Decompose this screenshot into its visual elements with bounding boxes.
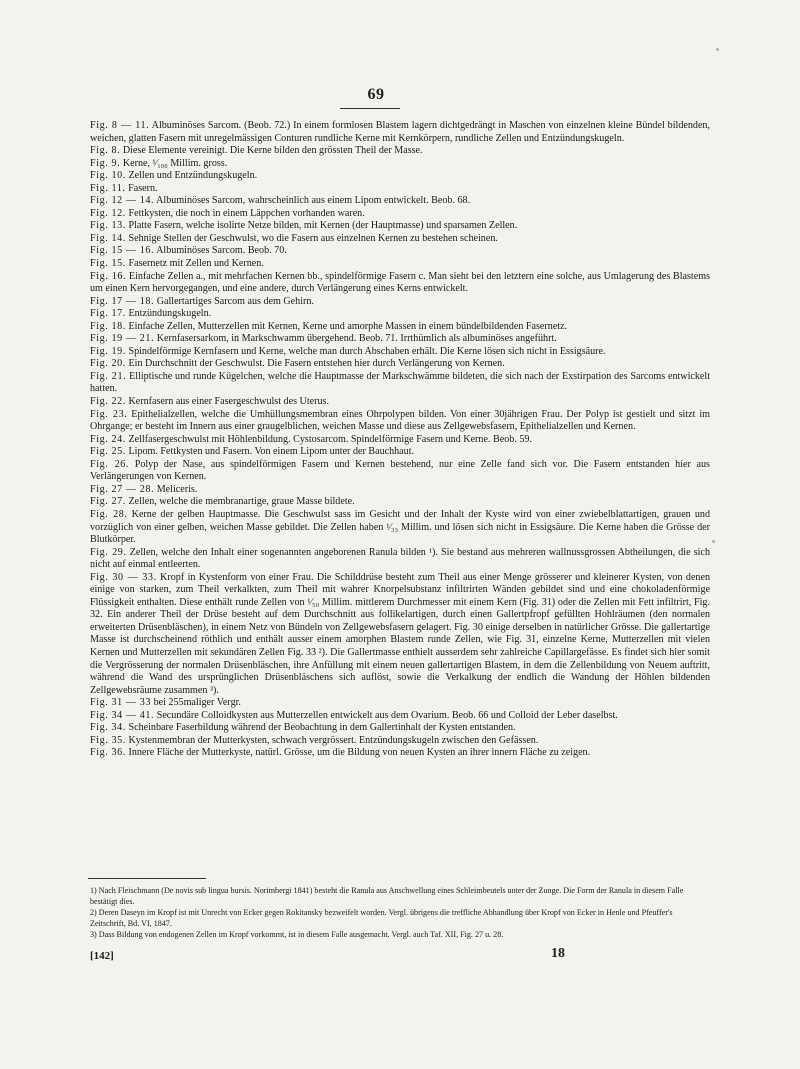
- paper-speck: [716, 48, 719, 51]
- figure-entry: [90, 722, 710, 735]
- figure-text: Sehnige Stellen der Geschwulst, wo die Fasern aus einzelnen Kernen zu bestehen scheinen.: [128, 232, 498, 244]
- figure-entry: [90, 208, 710, 221]
- footnote-text: Dass Bildung von endogenen Zellen im Kropf vorkommt, ist in diesem Falle ausgemacht. Vergl. auch Taf. XII, Fig. 27 u. 28.: [98, 929, 504, 939]
- figure-text: Secundäre Colloidkysten aus Mutterzellen entwickelt aus dem Ovarium. Beob. 66 und Colloid der Leber daselbst.: [156, 709, 618, 721]
- figure-text: Kropf in Kystenform von einer Frau. Die Schilddrüse besteht zum Theil aus einer Menge grösserer und kleinerer Kysten, von denen einige von starken, zum Theil verkalkten, zum Theil mit wahrer Knorpelsubstanz infiltrirten Wänden gebildet sind und eine chokoladenförmige Flüssigkeit enthalten. Diese enthält runde Zellen von ¹⁄₅₀ Millim. mittlerem Durchmesser mit einem Kern (Fig. 31) oder die Zellen mit Fett infiltrirt, Fig. 32. Ein anderer Theil der Drüse besteht auf dem Durchschnitt aus follikelartigen, durch einen Gallertpfropf gefüllten Hohlräumen (den normalen erweiterten Drüsenbläschen), in einem Netz von Bündeln von Zellgewebsfasern gelagert. Fig. 30 einige derselben in natürlicher Grösse. Die gallertartige Masse ist durchscheinend röthlich und enthält ausser einem amorphen Blastem runde Zellen, wie Fig. 31, einzelne Kerne, Mutterzellen mit vielen Kernen und Mutterzellen mit sekundären Zellen Fig. 33 ²). Die Gallertmasse enthielt ausserdem sehr zahlreiche Capillargefässe. Es findet sich hier somit die Vergrösserung der normalen Drüsenbläschen, ihre Anfüllung mit einem neuen gallertartigen Blastem, in dem die Zellenbildung von Neuem auftritt, während die Wand des ursprünglichen Drüsenbläschens sich auflöst, sowie die Verkalkung der endlich die Wandung der Höhlen bildenden Zellgewebsräume zusammen ³).: [90, 571, 710, 696]
- figure-label: Fig. 24.: [90, 433, 126, 445]
- figure-text: Albuminöses Sarcom, wahrscheinlich aus einem Lipom entwickelt. Beob. 68.: [156, 195, 471, 207]
- footnote-text: Nach Fleischmann (De novis sub lingua bursis. Norimbergi 1841) besteht die Ranula aus Anschwellung eines Schleimbeutels unter der Zunge. Die Form der Ranula in diesem Falle bestätigt dies.: [90, 886, 684, 906]
- figure-text: Polyp der Nase, aus spindelförmigen Fasern und Kernen bestehend, nur eine Zelle fand sich vor. Die Fasern entstanden hier aus Verlängerungen von Kernen.: [90, 458, 710, 483]
- figure-entry: [90, 183, 710, 196]
- figure-entry: [90, 358, 710, 371]
- figure-label: Fig. 13.: [90, 220, 126, 232]
- figure-label: Fig. 15.: [90, 258, 126, 270]
- figure-label: Fig. 25.: [90, 446, 126, 458]
- figure-text: Ein Durchschnitt der Geschwulst. Die Fasern entstehen hier durch Verlängerung von Kernen.: [128, 358, 505, 370]
- footnote-mark: 2): [90, 907, 97, 917]
- figure-text: Lipom. Fettkysten und Fasern. Von einem Lipom unter der Bauchhaut.: [128, 446, 415, 458]
- figure-text: Einfache Zellen a., mit mehrfachen Kernen bb., spindelförmige Fasern c. Man sieht bei den letztern eine solche, aus Umlagerung des Blastems um einen Kern hervorgegangen, und eine andere, durch Verlängerung eines Kerns entwickelt.: [90, 270, 710, 295]
- figure-text: Albuminöses Sarcom. Beob. 70.: [156, 245, 287, 257]
- figure-text: Platte Fasern, welche isolirte Netze bilden, mit Kernen (der Hauptmasse) und sparsamen Zellen.: [128, 220, 518, 232]
- figure-text: Zellen, welche die membranartige, graue Masse bildete.: [128, 496, 355, 508]
- figure-label: Fig. 10.: [90, 170, 126, 182]
- figure-label: Fig. 15 — 16.: [90, 245, 155, 257]
- figure-entry: [90, 158, 710, 171]
- figure-label: Fig. 26.: [90, 458, 130, 470]
- figure-entry: [90, 710, 710, 723]
- figure-label: Fig. 35.: [90, 734, 126, 746]
- figure-entry: [90, 321, 710, 334]
- figure-text: Zellfasergeschwulst mit Höhlenbildung. Cystosarcom. Spindelförmige Fasern und Kerne. Beob. 59.: [128, 433, 532, 445]
- figure-entry: [90, 572, 710, 697]
- figure-text: Innere Fläche der Mutterkyste, natürl. Grösse, um die Bildung von neuen Kysten an ihrer innern Fläche zu zeigen.: [128, 747, 591, 759]
- figure-label: Fig. 28.: [90, 508, 128, 520]
- figure-label: Fig. 9.: [90, 157, 121, 169]
- figure-entry: [90, 396, 710, 409]
- figure-text: Elliptische und runde Kügelchen, welche die Hauptmasse der Markschwämme bildeten, die sich nach der Exstirpation des Sarcoms entwickelt hatten.: [90, 370, 711, 395]
- figure-text: Gallertartiges Sarcom aus dem Gehirn.: [156, 295, 314, 307]
- figure-entry: [90, 459, 710, 484]
- header-rule: [340, 108, 400, 109]
- figure-text: Einfache Zellen, Mutterzellen mit Kernen, Kerne und amorphe Massen in einem bündelbildenden Fasernetz.: [128, 320, 568, 332]
- figure-text: Zellen und Entzündungskugeln.: [128, 170, 258, 182]
- figure-label: Fig. 17.: [90, 308, 126, 320]
- figure-text: Kernfasern aus einer Fasergeschwulst des Uterus.: [128, 396, 329, 408]
- figure-entry: [90, 170, 710, 183]
- figure-entry: [90, 371, 710, 396]
- figure-label: Fig. 30 — 33.: [90, 571, 157, 583]
- figure-text: Zellen, welche den Inhalt einer sogenannten angeborenen Ranula bilden ¹). Sie bestand aus mehreren wallnussgrossen Abtheilungen, die sich nicht auf einmal entleerten.: [90, 546, 710, 571]
- figure-entry: [90, 245, 710, 258]
- figure-descriptions: [90, 120, 710, 760]
- figure-entry: [90, 333, 710, 346]
- figure-entry: [90, 434, 710, 447]
- figure-entry: [90, 271, 710, 296]
- figure-entry: [90, 120, 710, 145]
- figure-label: Fig. 36.: [90, 747, 126, 759]
- figure-entry: [90, 308, 710, 321]
- footnote-mark: 1): [90, 886, 97, 895]
- figure-label: Fig. 23.: [90, 408, 128, 420]
- figure-text: Epithelialzellen, welche die Umhüllungsmembran eines Ohrpolypen bilden. Von einer 30jährigen Frau. Der Polyp ist gestielt und sitzt im Ohrgange; er besteht im Innern aus einer graugelblichen, weichen Masse und diese aus Zellgewebsfasern, Epithelialzellen und Kernen.: [90, 408, 710, 433]
- figure-label: Fig. 29.: [90, 546, 127, 558]
- figure-entry: [90, 547, 710, 572]
- figure-entry: [90, 446, 710, 459]
- figure-text: Spindelförmige Kernfasern und Kerne, welche man durch Abschaben erhält. Die Kerne lösen sich nicht in Essigsäure.: [128, 345, 606, 357]
- figure-label: Fig. 20.: [90, 358, 126, 370]
- figure-label: Fig. 8 — 11.: [90, 120, 150, 131]
- figure-text: Meliceris.: [156, 483, 198, 495]
- figure-label: Fig. 19.: [90, 345, 126, 357]
- figure-entry: [90, 484, 710, 497]
- figure-entry: [90, 220, 710, 233]
- figure-text: Kystenmembran der Mutterkysten, schwach vergrössert. Entzündungskugeln zwischen den Gefässen.: [128, 734, 539, 746]
- figure-text: Diese Elemente vereinigt. Die Kerne bilden den grössten Theil der Masse.: [122, 145, 423, 157]
- figure-label: Fig. 12 — 14.: [90, 195, 155, 207]
- paper-speck: [712, 540, 715, 543]
- figure-label: Fig. 14.: [90, 232, 126, 244]
- page-number: 69: [367, 86, 385, 103]
- footnote-text: Deren Daseyn im Kropf ist mit Unrecht von Ecker gegen Rokitansky bezweifelt worden. Vergl. übrigens die treffliche Abhandlung über Kropf von Ecker in Henle und Pfeuffer's Zeitschrift, Bd. VI, 1847.: [90, 907, 673, 928]
- figure-label: Fig. 17 — 18.: [90, 295, 155, 307]
- footnote: [90, 886, 710, 908]
- figure-text: Kerne der gelben Hauptmasse. Die Geschwulst sass im Gesicht und der Inhalt der Kyste wird von einer zwiebelblattartigen, grauen und vorzüglich von einer gelben, weichen Masse gebildet. Die Zellen haben ¹⁄₃₃ Millim. und lösen sich nicht in Essigsäure. Die Kerne haben die Grösse der Blutkörper.: [90, 508, 710, 546]
- figure-entry: [90, 346, 710, 359]
- figure-label: Fig. 18.: [90, 320, 126, 332]
- figure-entry: [90, 509, 710, 547]
- figure-label: Fig. 12.: [90, 207, 126, 219]
- figure-entry: [90, 735, 710, 748]
- signature-mark: 18: [551, 946, 565, 961]
- figure-text: Kernfasersarkom, in Markschwamm übergehend. Beob. 71. Irrthümlich als albuminöses angeführt.: [156, 333, 557, 345]
- figure-label: Fig. 27 — 28.: [90, 483, 155, 495]
- figure-entry: [90, 145, 710, 158]
- figure-entry: [90, 697, 710, 710]
- figure-label: Fig. 16.: [90, 270, 127, 282]
- figure-label: Fig. 19 — 21.: [90, 333, 155, 345]
- figure-text: Albuminöses Sarcom. (Beob. 72.) In einem formlosen Blastem lagern dichtgedrängt in Maschen von einzelnen kleine Bündel bildenden, weichen, glatten Fasern mit unregelmässigen Conturen rundliche Kerne mit Kernkörpern, rundliche Zellen und Entzündungskugeln.: [90, 120, 710, 144]
- figure-label: Fig. 8.: [90, 145, 121, 157]
- figure-entry: [90, 258, 710, 271]
- footnote: [90, 908, 710, 930]
- footnote: [90, 930, 710, 941]
- figure-text: bei 255maliger Vergr.: [153, 697, 241, 709]
- figure-text: Fasern.: [128, 182, 158, 194]
- figure-label: Fig. 31 — 33: [90, 697, 152, 709]
- figure-text: Fasernetz mit Zellen und Kernen.: [128, 258, 264, 270]
- figure-text: Kerne, ¹⁄₁₀₀ Millim. gross.: [122, 157, 228, 169]
- figure-label: Fig. 21.: [90, 370, 127, 382]
- figure-entry: [90, 233, 710, 246]
- figure-label: Fig. 34 — 41.: [90, 709, 155, 721]
- figure-label: Fig. 11.: [90, 182, 126, 194]
- figure-entry: [90, 409, 710, 434]
- figure-text: Fettkysten, die noch in einem Läppchen vorhanden waren.: [128, 207, 365, 219]
- figure-label: Fig. 34.: [90, 722, 126, 734]
- figure-label: Fig. 27.: [90, 496, 126, 508]
- figure-text: Scheinbare Faserbildung während der Beobachtung in dem Gallertinhalt der Kysten entstanden.: [128, 722, 516, 734]
- footnote-rule: [88, 878, 206, 879]
- footnote-mark: 3): [90, 929, 97, 939]
- plate-reference: [142]: [90, 950, 114, 962]
- figure-entry: [90, 195, 710, 208]
- figure-text: Entzündungskugeln.: [128, 308, 212, 320]
- figure-entry: [90, 296, 710, 309]
- footnotes: [90, 886, 710, 941]
- figure-label: Fig. 22.: [90, 396, 126, 408]
- figure-entry: [90, 496, 710, 509]
- figure-entry: [90, 747, 710, 760]
